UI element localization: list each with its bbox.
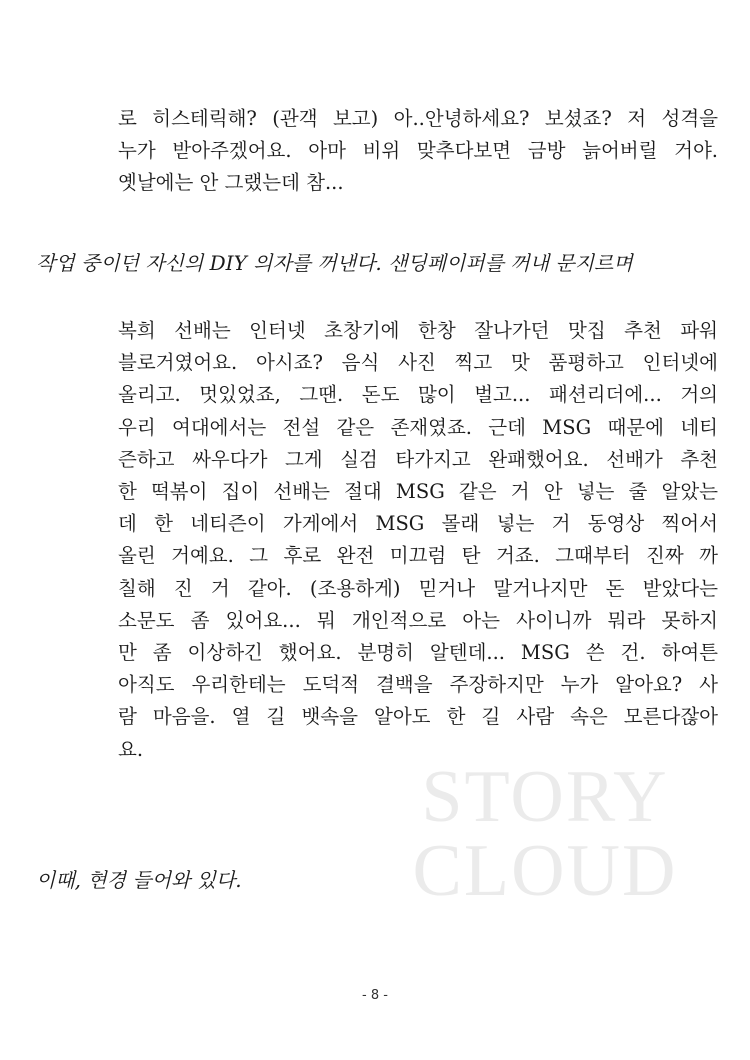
dialogue-block-2	[118, 315, 718, 766]
dialogue-line: 칠해 진 거 같아. (조용하게) 믿거나 말거나지만 돈 받았다는	[118, 576, 718, 600]
dialogue-line: 옛날에는 안 그랬는데 참...	[118, 171, 344, 195]
dialogue-line: 올린 거예요. 그 후로 완전 미끄럼 탄 거죠. 그때부터 진짜 까	[118, 544, 718, 568]
stage-direction-1: 작업 중이던 자신의 DIY 의자를 꺼낸다. 샌딩페이퍼를 꺼내 문지르며	[36, 251, 633, 275]
dialogue-line: 만 좀 이상하긴 했어요. 분명히 알텐데... MSG 쓴 건. 하여튼	[118, 641, 718, 665]
watermark-line: CLOUD	[412, 830, 678, 912]
story-cloud-watermark	[400, 756, 690, 912]
dialogue-line: 한 떡볶이 집이 선배는 절대 MSG 같은 거 안 넣는 줄 알았는	[118, 480, 718, 504]
page-number: - 8 -	[362, 988, 388, 1003]
dialogue-line: 올리고. 멋있었죠, 그땐. 돈도 많이 벌고... 패션리더에... 거의	[118, 383, 718, 407]
dialogue-line: 누가 받아주겠어요. 아마 비위 맞추다보면 금방 늙어버릴 거야.	[118, 139, 718, 163]
dialogue-block-1	[118, 103, 718, 200]
dialogue-line: 람 마음을. 열 길 뱃속을 알아도 한 길 사람 속은 모른다잖아	[118, 705, 718, 729]
stage-direction-2: 이때, 현경 들어와 있다.	[36, 868, 242, 892]
watermark-line: STORY	[421, 756, 669, 838]
dialogue-line: 즌하고 싸우다가 그게 실검 타가지고 완패했어요. 선배가 추천	[118, 447, 718, 471]
dialogue-line: 로 히스테릭해? (관객 보고) 아..안녕하세요? 보셨죠? 저 성격을	[118, 107, 718, 130]
dialogue-line: 데 한 네티즌이 가게에서 MSG 몰래 넣는 거 동영상 찍어서	[118, 512, 718, 536]
dialogue-line: 소문도 좀 있어요... 뭐 개인적으로 아는 사이니까 뭐라 못하지	[118, 608, 718, 632]
dialogue-line: 아직도 우리한테는 도덕적 결백을 주장하지만 누가 알아요? 사	[118, 673, 718, 697]
dialogue-line: 블로거였어요. 아시죠? 음식 사진 찍고 맛 품평하고 인터넷에	[118, 351, 718, 375]
dialogue-line: 요.	[118, 737, 144, 761]
dialogue-line: 복희 선배는 인터넷 초창기에 한창 잘나가던 맛집 추천 파워	[118, 319, 718, 342]
dialogue-line: 우리 여대에서는 전설 같은 존재였죠. 근데 MSG 때문에 네티	[118, 415, 718, 439]
